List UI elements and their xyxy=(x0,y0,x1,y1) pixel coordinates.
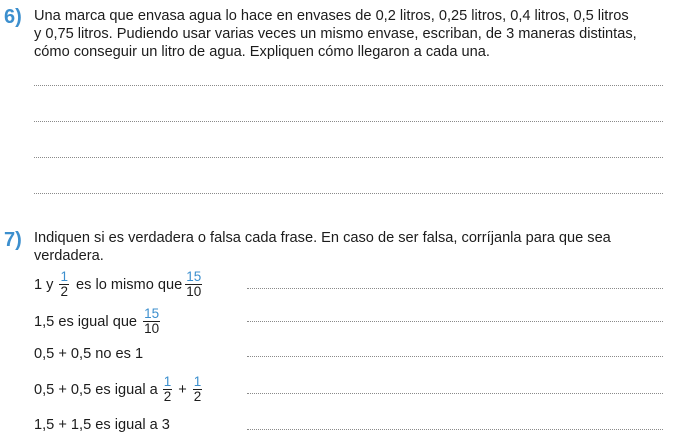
statement-5-text: 1,5 + 1,5 es igual a 3 xyxy=(34,417,170,433)
question-6-line-1: Una marca que envasa agua lo hace en envases de 0,2 litros, 0,25 litros, 0,4 litros, 0,5 litros xyxy=(34,8,629,24)
statement-4-prefix: 0,5 + 0,5 es igual a xyxy=(34,381,158,398)
statement-2 xyxy=(34,308,163,335)
answer-line-7-5[interactable] xyxy=(247,429,663,430)
statement-2-prefix: 1,5 es igual que xyxy=(34,313,138,330)
question-6-line-3: cómo conseguir un litro de agua. Expliquen cómo llegaron a cada una. xyxy=(34,44,490,60)
answer-line-7-1[interactable] xyxy=(247,288,663,289)
fraction-one-half: $\frac{1}{2}$ xyxy=(60,269,68,299)
question-7-number: 7) xyxy=(4,229,22,251)
answer-line-7-2[interactable] xyxy=(247,321,663,322)
answer-line-6-2[interactable] xyxy=(34,121,663,122)
question-6-text xyxy=(34,7,637,61)
question-7-line-1: Indiquen si es verdadera o falsa cada frase. En caso de ser falsa, corríjanla para que sea xyxy=(34,230,611,246)
fraction-fifteen-tenths: $\frac{15}{10}$ xyxy=(186,269,202,299)
statement-1 xyxy=(34,271,205,298)
answer-line-7-4[interactable] xyxy=(247,393,663,394)
answer-line-6-1[interactable] xyxy=(34,85,663,86)
statement-1-prefix: 1 y xyxy=(34,276,54,293)
question-7-line-2: verdadera. xyxy=(34,248,104,264)
statement-5 xyxy=(34,416,170,434)
statement-4 xyxy=(34,376,205,403)
question-6-number: 6) xyxy=(4,6,22,28)
answer-line-6-4[interactable] xyxy=(34,193,663,194)
statement-1-middle: es lo mismo que xyxy=(75,276,183,293)
question-6-line-2: y 0,75 litros. Pudiendo usar varias veces un mismo envase, escriban, de 3 maneras distintas, xyxy=(34,26,637,42)
answer-line-7-3[interactable] xyxy=(247,356,663,357)
plus-sign: + xyxy=(178,381,187,398)
statement-3-text: 0,5 + 0,5 no es 1 xyxy=(34,346,144,362)
fraction-fifteen-tenths: $\frac{15}{10}$ xyxy=(144,306,160,336)
answer-line-6-3[interactable] xyxy=(34,157,663,158)
statement-3 xyxy=(34,345,143,363)
fraction-one-half: $\frac{1}{2}$ xyxy=(193,374,202,404)
question-7-text xyxy=(34,229,611,265)
fraction-one-half: $\frac{1}{2}$ xyxy=(163,374,172,404)
